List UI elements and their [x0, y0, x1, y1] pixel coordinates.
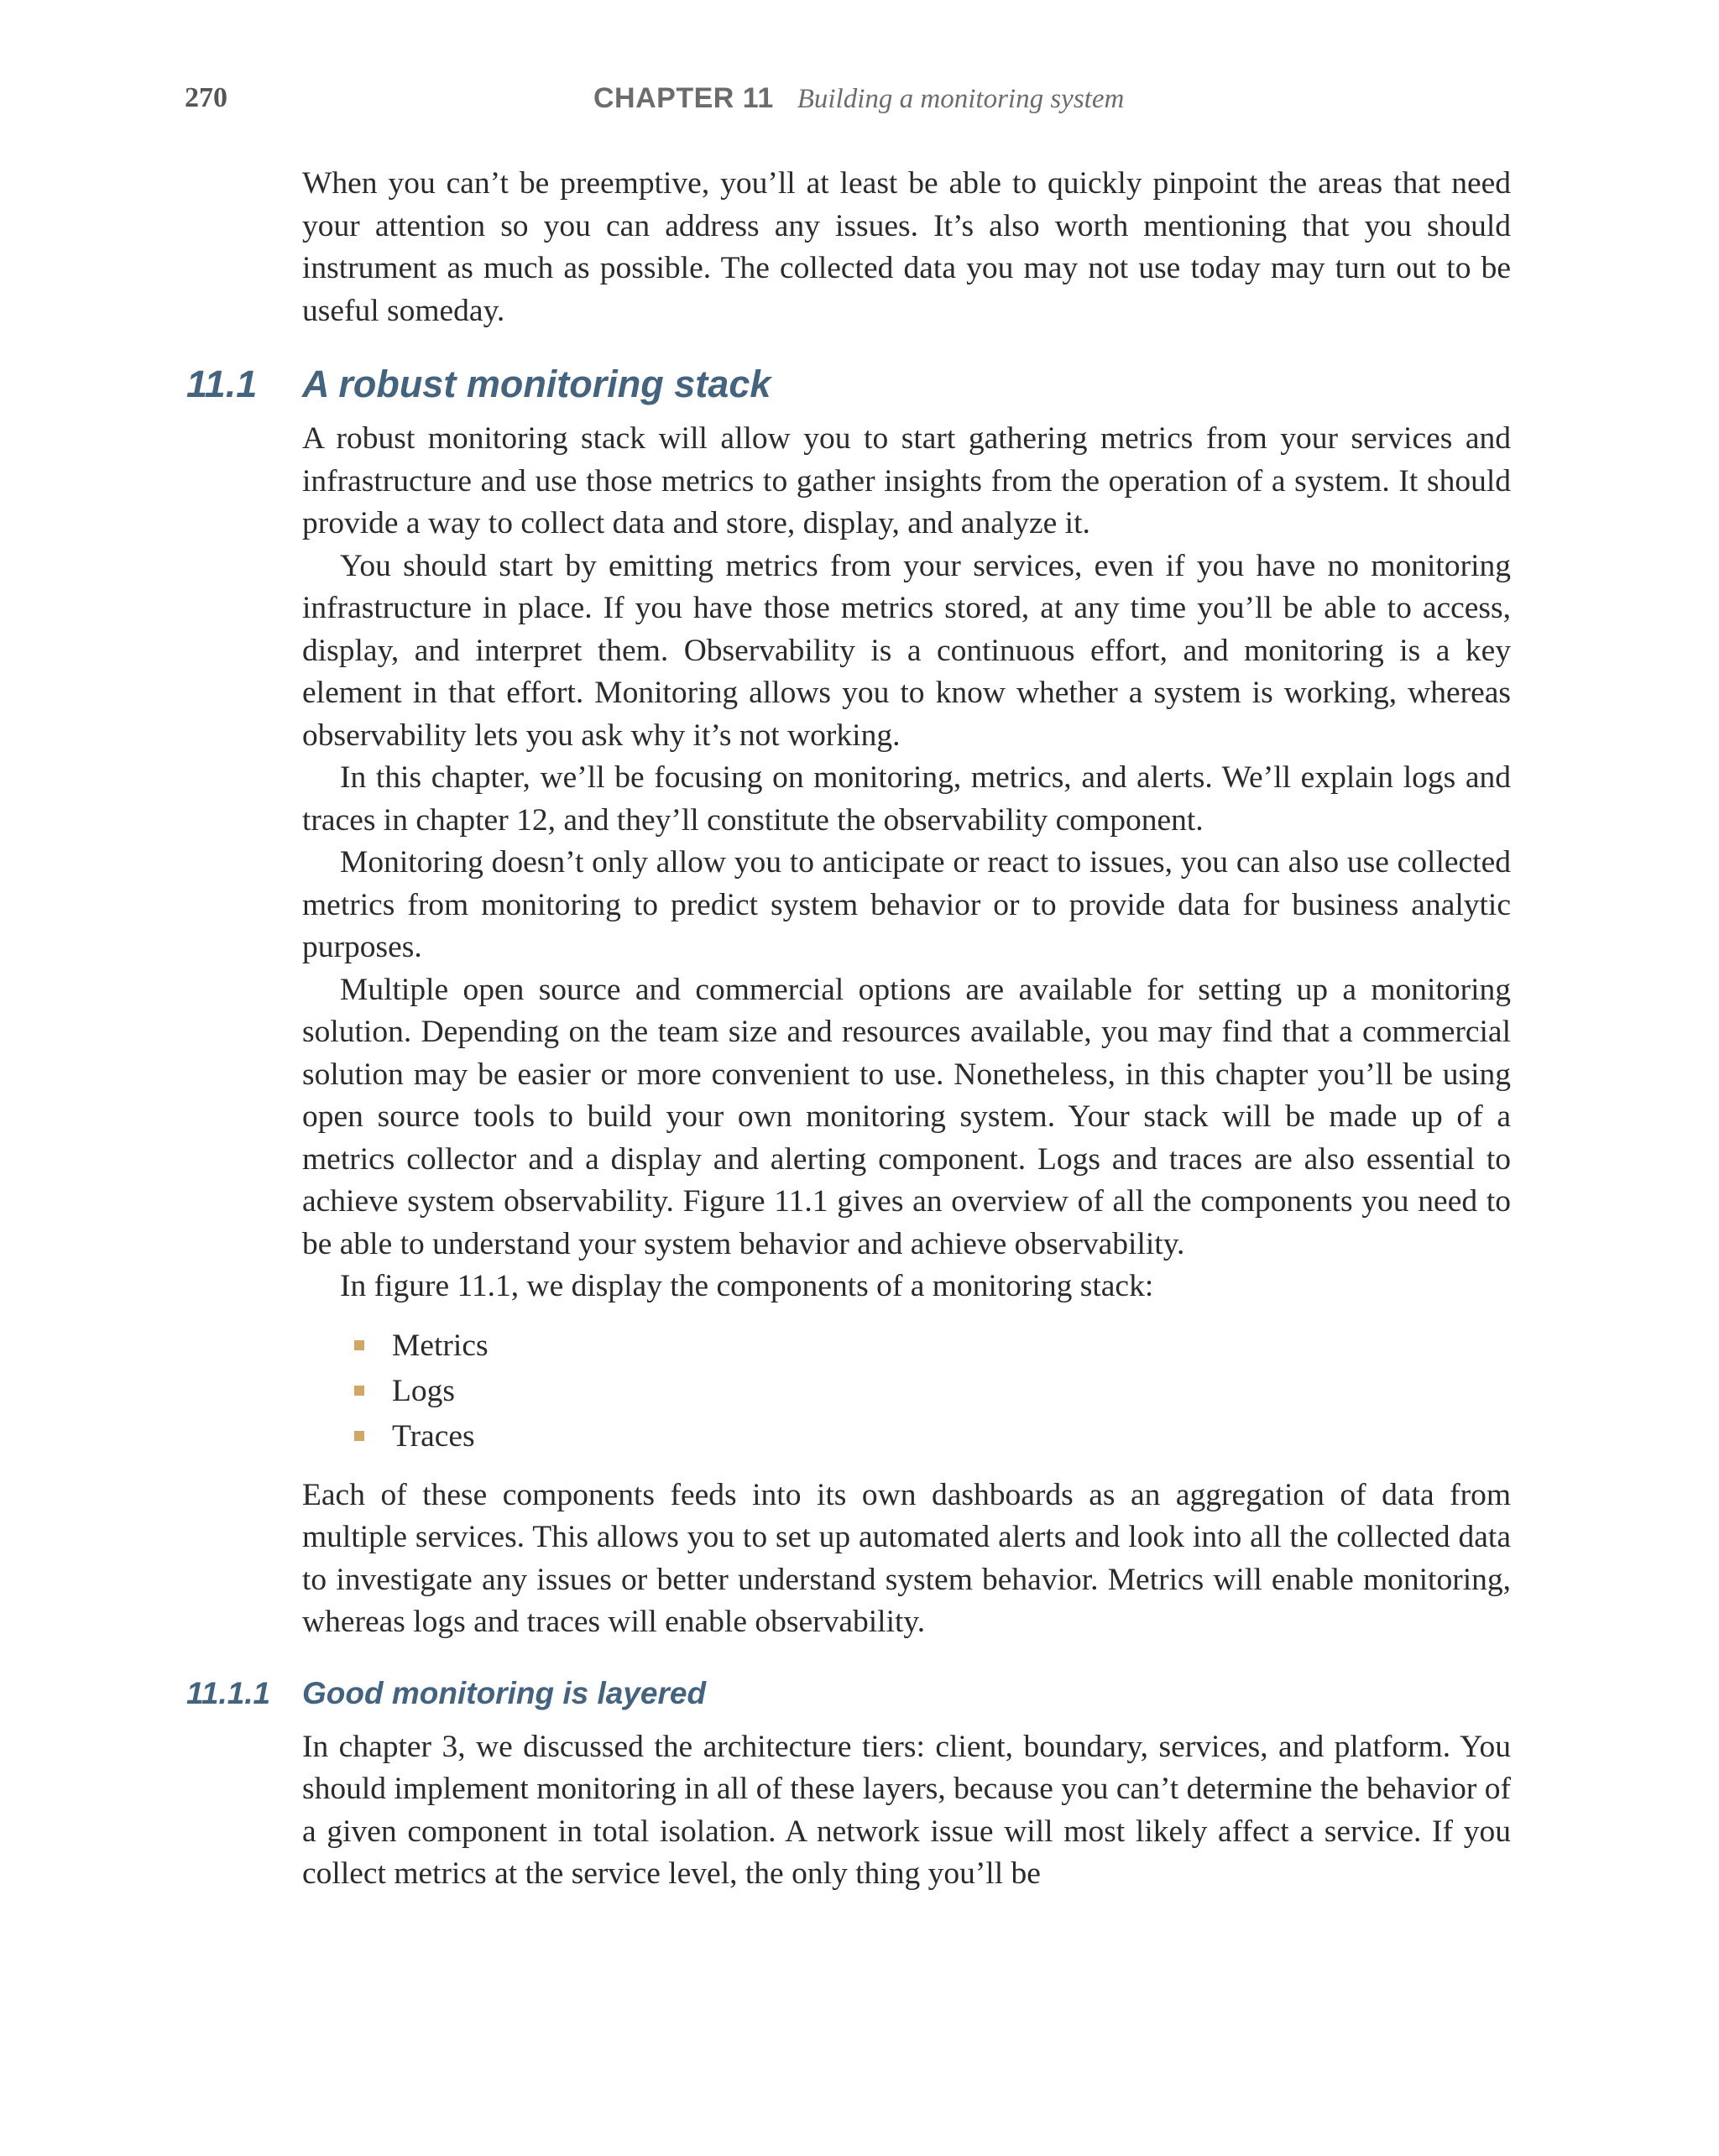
- section-paragraph: Each of these components feeds into its own dashboards as an aggregation of data from multiple services. This allows you to set up automated alerts and look into all the collected data to investigate any issues or better understand system behavior. Metrics will enable monitoring, whereas logs and traces will enable observability.: [302, 1477, 1511, 1639]
- section-paragraph: Multiple open source and commercial options are available for setting up a monitoring solution. Depending on the team size and resources available, you may find that a commercial solution may be easier or more convenient to use. Nonetheless, in this chapter you’ll be using open source tools to build your own monitoring system. Your stack will be made up of a metrics collector and a display and alerting component. Logs and traces are also essential to achieve system observability. Figure 11.1 gives an overview of all the components you need to be able to understand your system behavior and achieve observability.: [302, 972, 1511, 1261]
- component-list: [302, 1323, 1511, 1459]
- square-bullet-icon: [354, 1340, 364, 1350]
- square-bullet-icon: [354, 1386, 364, 1396]
- section-paragraph: In figure 11.1, we display the components of a monitoring stack:: [340, 1269, 1154, 1303]
- section-title: A robust monitoring stack: [302, 363, 771, 405]
- list-item: [354, 1369, 1511, 1414]
- section-heading: [186, 363, 1511, 408]
- list-item: [354, 1414, 1511, 1459]
- section-paragraph: Monitoring doesn’t only allow you to anticipate or react to issues, you can also use collected metrics from monitoring to predict system behavior or to provide data for business analytic purposes.: [302, 845, 1511, 964]
- section-paragraph: In this chapter, we’ll be focusing on monitoring, metrics, and alerts. We’ll explain logs and traces in chapter 12, and they’ll constitute the observability component.: [302, 760, 1511, 838]
- section-paragraph: You should start by emitting metrics from your services, even if you have no monitoring infrastructure in place. If you have those metrics stored, at any time you’ll be able to access, display, and interpret them. Observability is a continuous effort, and monitoring is a key element in that effort. Monitoring allows you to know whether a system is working, whereas observability lets you ask why it’s not working.: [302, 548, 1511, 753]
- square-bullet-icon: [354, 1431, 364, 1441]
- subsection-paragraph: In chapter 3, we discussed the architecture tiers: client, boundary, services, and platform. You should implement monitoring in all of these layers, because you can’t determine the behavior of a given component in total isolation. A network issue will most likely affect a service. If you collect metrics at the service level, the only thing you’ll be: [302, 1729, 1511, 1891]
- list-item-text: Metrics: [392, 1328, 489, 1363]
- subsection-title: Good monitoring is layered: [302, 1675, 707, 1710]
- subsection-number: 11.1.1: [186, 1675, 271, 1710]
- page-body: [186, 163, 1511, 1896]
- subsection-heading: [186, 1675, 1511, 1715]
- chapter-label: CHAPTER 11: [593, 82, 774, 114]
- running-head: [185, 82, 1544, 124]
- list-item-text: Logs: [392, 1373, 455, 1408]
- page-number: 270: [185, 82, 227, 113]
- list-item-text: Traces: [392, 1418, 475, 1454]
- section-number: 11.1: [186, 363, 258, 405]
- list-item: [354, 1323, 1511, 1369]
- chapter-title: Building a monitoring system: [797, 84, 1125, 114]
- intro-paragraph: When you can’t be preemptive, you’ll at least be able to quickly pinpoint the areas that need your attention so you can address any issues. It’s also worth mentioning that you should instrument as much as possible. The collected data you may not use today may turn out to be useful someday.: [302, 166, 1511, 328]
- chapter-head: [593, 82, 1124, 115]
- section-paragraph: A robust monitoring stack will allow you to start gathering metrics from your services and infrastructure and use those metrics to gather insights from the operation of a system. It should provide a way to collect data and store, display, and analyze it.: [302, 421, 1511, 540]
